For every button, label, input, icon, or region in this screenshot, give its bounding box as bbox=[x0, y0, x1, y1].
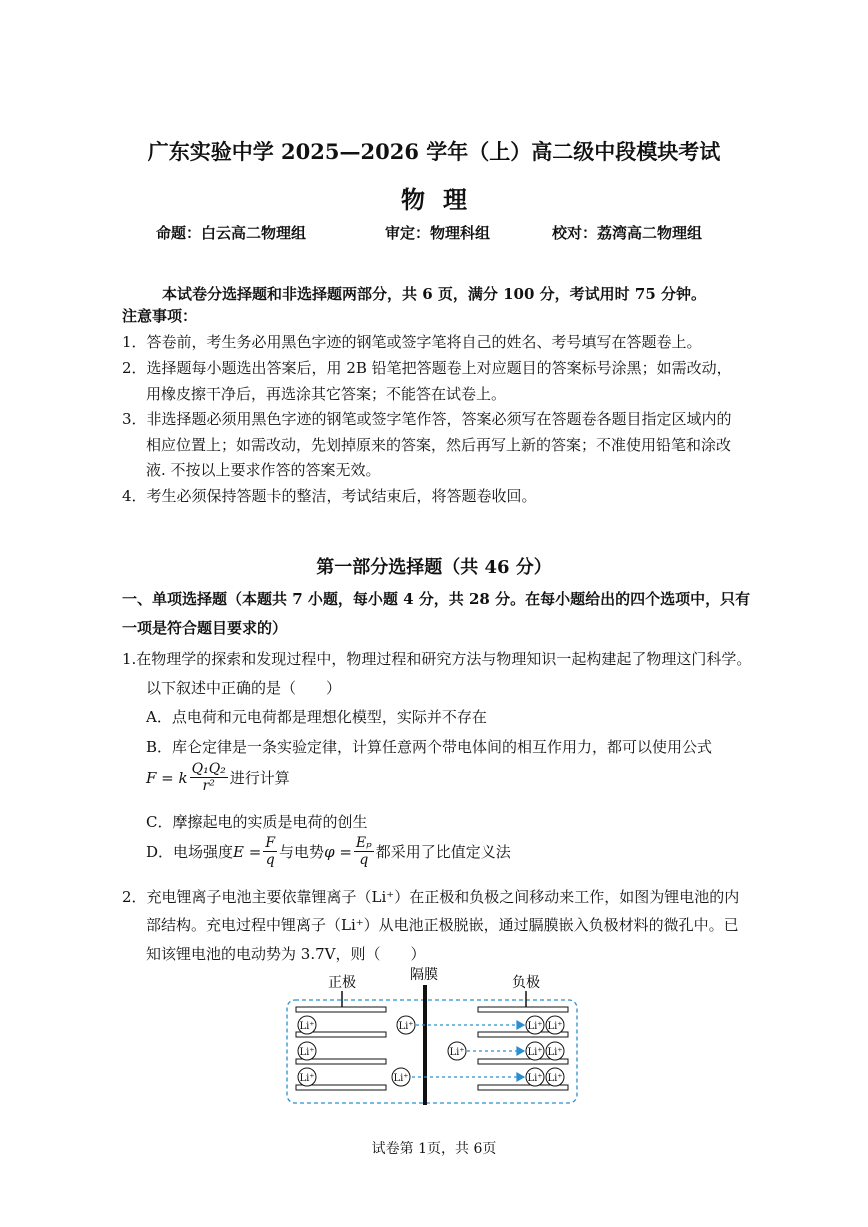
formula-numerator: Q₁Q₂ bbox=[191, 761, 226, 777]
q1-option-b-formula bbox=[146, 762, 290, 793]
li-ion-label: Li⁺ bbox=[299, 1021, 315, 1032]
li-ion-label: Li⁺ bbox=[547, 1047, 563, 1058]
formula-denominator: q bbox=[359, 852, 369, 868]
page-footer: 试卷第 1页，共 6页 bbox=[371, 1141, 497, 1157]
negative-label: 负极 bbox=[512, 975, 540, 991]
separator-label: 隔膜 bbox=[410, 967, 438, 983]
reviewer-info: 审定：物理科组 bbox=[385, 224, 491, 242]
formula-phi: φ = bbox=[324, 842, 352, 861]
proofreader-info: 校对：荔湾高二物理组 bbox=[552, 224, 703, 242]
subject-title: 物理 bbox=[401, 185, 485, 214]
ion-migration-arrows bbox=[412, 1021, 524, 1081]
battery-structure-figure bbox=[280, 965, 584, 1109]
arrowhead bbox=[517, 1073, 524, 1081]
formula-fraction bbox=[354, 836, 374, 867]
option-d-prefix: D．电场强度 bbox=[146, 843, 234, 861]
q1-stem: 以下叙述中正确的是（ ） bbox=[146, 679, 342, 697]
notice-heading: 注意事项： bbox=[122, 307, 198, 325]
li-ion-label: Li⁺ bbox=[393, 1073, 409, 1084]
q2-stem: 部结构。充电过程中锂离子（Li⁺）从电池正极脱嵌，通过膈膜嵌入负极材料的微孔中。已 bbox=[146, 916, 739, 934]
notice-item: 4．考生必须保持答题卡的整洁，考试结束后，将答题卷收回。 bbox=[122, 487, 537, 505]
formula-denominator: q bbox=[265, 852, 275, 868]
notice-item: 用橡皮擦干净后，再选涂其它答案；不能答在试卷上。 bbox=[146, 385, 507, 403]
notice-item: 相应位置上；如需改动，先划掉原来的答案，然后再写上新的答案；不准使用铅笔和涂改 bbox=[146, 436, 732, 454]
exam-title: 广东实验中学 2025—2026 学年（上）高二级中段模块考试 bbox=[147, 139, 721, 164]
formula-numerator: Eₚ bbox=[355, 835, 372, 851]
formula-fraction bbox=[263, 836, 277, 867]
notice-item: 2．选择题每小题选出答案后，用 2B 铅笔把答题卷上对应题目的答案标号涂黑；如需改动， bbox=[122, 359, 732, 377]
q1-option-a: A．点电荷和元电荷都是理想化模型，实际并不存在 bbox=[146, 708, 487, 726]
q2-stem: 知该锂电池的电动势为 3.7V，则（ ） bbox=[146, 945, 426, 963]
formula-e: E = bbox=[233, 842, 262, 861]
li-ion-label: Li⁺ bbox=[527, 1073, 543, 1084]
notice-item: 1．答卷前，考生务必用黑色字迹的钢笔或签字笔将自己的姓名、考号填写在答题卷上。 bbox=[122, 333, 702, 351]
formula-tail: 进行计算 bbox=[229, 769, 290, 787]
q1-option-d bbox=[146, 836, 511, 867]
notice-item: 3．非选择题必须用黑色字迹的钢笔或签字笔作答，答案必须写在答题卷各题目指定区域内的 bbox=[122, 410, 732, 428]
section-desc: 一、单项选择题（本题共 7 小题，每小题 4 分，共 28 分。在每小题给出的四个选项中，只有 bbox=[122, 590, 751, 608]
li-ion-label: Li⁺ bbox=[547, 1021, 563, 1032]
positive-label: 正极 bbox=[328, 975, 356, 991]
section-desc: 一项是符合题目要求的） bbox=[122, 619, 288, 637]
option-d-tail: 都采用了比值定义法 bbox=[375, 843, 511, 861]
li-ion-label: Li⁺ bbox=[299, 1073, 315, 1084]
arrowhead bbox=[517, 1047, 524, 1055]
li-ion-label: Li⁺ bbox=[527, 1047, 543, 1058]
notice-item: 液. 不按以上要求作答的答案无效。 bbox=[146, 461, 381, 479]
q2-stem: 2．充电锂离子电池主要依靠锂离子（Li⁺）在正极和负极之间移动来工作，如图为锂电池的内 bbox=[122, 888, 740, 906]
formula-denominator: r² bbox=[202, 778, 215, 794]
q1-stem: 1.在物理学的探索和发现过程中，物理过程和研究方法与物理知识一起构建起了物理这门科学。 bbox=[122, 650, 752, 668]
li-ion-label: Li⁺ bbox=[449, 1047, 465, 1058]
exam-intro: 本试卷分选择题和非选择题两部分，共 6 页，满分 100 分，考试用时 75 分钟。 bbox=[162, 285, 706, 303]
author-info: 命题：白云高二物理组 bbox=[156, 224, 307, 242]
formula-fraction bbox=[190, 762, 228, 793]
li-ion-label: Li⁺ bbox=[398, 1021, 414, 1032]
li-ion-label: Li⁺ bbox=[299, 1047, 315, 1058]
li-ion-label: Li⁺ bbox=[527, 1021, 543, 1032]
option-d-mid: 与电势 bbox=[279, 843, 325, 861]
q1-option-b: B．库仑定律是一条实验定律，计算任意两个带电体间的相互作用力，都可以使用公式 bbox=[146, 738, 713, 756]
formula-numerator: F bbox=[265, 835, 276, 851]
arrowhead bbox=[517, 1021, 524, 1029]
q1-option-c: C．摩擦起电的实质是电荷的创生 bbox=[146, 813, 368, 831]
part1-heading: 第一部分选择题（共 46 分） bbox=[316, 557, 552, 578]
li-ion-label: Li⁺ bbox=[547, 1073, 563, 1084]
formula-lhs: F = k bbox=[146, 768, 188, 787]
